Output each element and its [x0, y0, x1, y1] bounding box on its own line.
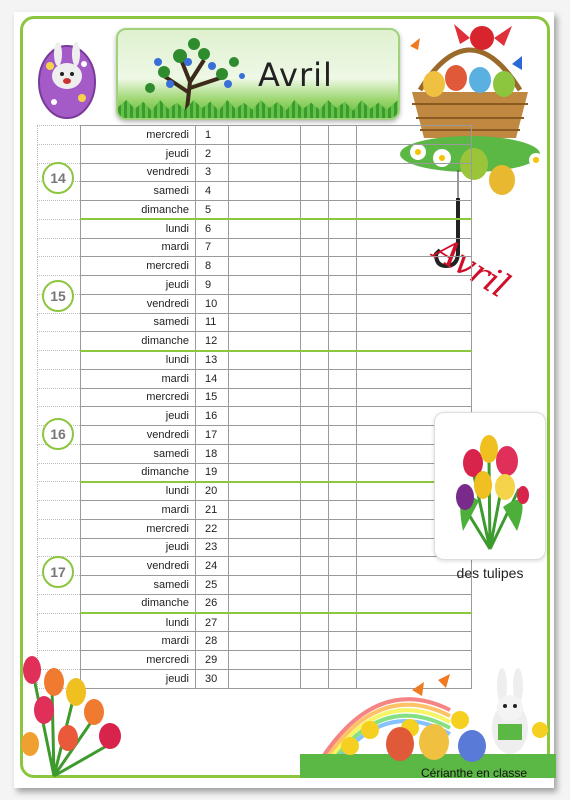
- table-row: [38, 257, 472, 276]
- note-cell[interactable]: [229, 257, 301, 276]
- month-title: Avril: [258, 56, 333, 94]
- table-row: [38, 463, 472, 482]
- note-cell[interactable]: [329, 557, 357, 576]
- day-number-cell: 27: [196, 613, 229, 632]
- note-cell[interactable]: [229, 126, 301, 145]
- week-number-badge: 17: [42, 556, 74, 588]
- note-cell[interactable]: [357, 613, 472, 632]
- note-cell[interactable]: [357, 276, 472, 295]
- note-cell[interactable]: [301, 519, 329, 538]
- bunny-egg-illustration: [34, 36, 100, 122]
- credit-text: Cérianthe en classe: [421, 766, 528, 780]
- table-row: [38, 369, 472, 388]
- day-name-cell: vendredi: [81, 557, 196, 576]
- note-cell[interactable]: [229, 238, 301, 257]
- day-number-cell: 4: [196, 182, 229, 201]
- note-cell[interactable]: [229, 163, 301, 182]
- note-cell[interactable]: [229, 182, 301, 201]
- table-row: [38, 407, 472, 426]
- week-cell: [38, 501, 81, 520]
- note-cell[interactable]: [329, 294, 357, 313]
- note-cell[interactable]: [329, 276, 357, 295]
- note-cell[interactable]: [301, 351, 329, 370]
- day-name-cell: jeudi: [81, 538, 196, 557]
- note-cell[interactable]: [329, 351, 357, 370]
- table-row: [38, 126, 472, 145]
- week-cell: [38, 144, 81, 163]
- day-number-cell: 22: [196, 519, 229, 538]
- note-cell[interactable]: [357, 294, 472, 313]
- week-cell: [38, 219, 81, 238]
- note-cell[interactable]: [329, 576, 357, 595]
- note-cell[interactable]: [301, 126, 329, 145]
- table-row: [38, 144, 472, 163]
- note-cell[interactable]: [301, 444, 329, 463]
- day-name-cell: mardi: [81, 501, 196, 520]
- day-number-cell: 2: [196, 144, 229, 163]
- week-cell: [38, 482, 81, 501]
- note-cell[interactable]: [229, 219, 301, 238]
- table-row: [38, 613, 472, 632]
- day-number-cell: 14: [196, 369, 229, 388]
- table-row: [38, 501, 472, 520]
- day-name-cell: mercredi: [81, 126, 196, 145]
- note-cell[interactable]: [229, 501, 301, 520]
- table-row: [38, 538, 472, 557]
- note-cell[interactable]: [229, 444, 301, 463]
- note-cell[interactable]: [329, 163, 357, 182]
- note-cell[interactable]: [301, 257, 329, 276]
- day-number-cell: 11: [196, 313, 229, 332]
- week-cell: [38, 369, 81, 388]
- week-number-badge: 15: [42, 280, 74, 312]
- note-cell[interactable]: [301, 576, 329, 595]
- note-cell[interactable]: [329, 313, 357, 332]
- week-cell: [38, 238, 81, 257]
- day-name-cell: lundi: [81, 482, 196, 501]
- note-cell[interactable]: [229, 351, 301, 370]
- tulip-card: [434, 412, 546, 560]
- day-number-cell: 5: [196, 201, 229, 220]
- week-cell: [38, 201, 81, 220]
- note-cell[interactable]: [229, 482, 301, 501]
- note-cell[interactable]: [301, 276, 329, 295]
- tulip-label: des tulipes: [456, 565, 524, 581]
- note-cell[interactable]: [229, 201, 301, 220]
- week-cell: [38, 351, 81, 370]
- week-cell: [38, 388, 81, 407]
- note-cell[interactable]: [229, 144, 301, 163]
- note-cell[interactable]: [357, 594, 472, 613]
- week-cell: [38, 332, 81, 351]
- week-cell: [38, 126, 81, 145]
- note-cell[interactable]: [329, 426, 357, 445]
- note-cell[interactable]: [329, 182, 357, 201]
- week-cell: [38, 463, 81, 482]
- day-name-cell: samedi: [81, 444, 196, 463]
- note-cell[interactable]: [357, 257, 472, 276]
- week-cell: [38, 519, 81, 538]
- day-number-cell: 25: [196, 576, 229, 595]
- note-cell[interactable]: [329, 388, 357, 407]
- day-number-cell: 19: [196, 463, 229, 482]
- day-number-cell: 16: [196, 407, 229, 426]
- note-cell[interactable]: [301, 163, 329, 182]
- note-cell[interactable]: [329, 632, 357, 651]
- tulips-icon: [443, 421, 537, 551]
- note-cell[interactable]: [329, 519, 357, 538]
- day-number-cell: 9: [196, 276, 229, 295]
- table-row: [38, 182, 472, 201]
- note-cell[interactable]: [329, 538, 357, 557]
- note-cell[interactable]: [357, 388, 472, 407]
- day-number-cell: 26: [196, 594, 229, 613]
- day-name-cell: jeudi: [81, 144, 196, 163]
- day-number-cell: 1: [196, 126, 229, 145]
- note-cell[interactable]: [229, 369, 301, 388]
- note-cell[interactable]: [329, 444, 357, 463]
- note-cell[interactable]: [229, 576, 301, 595]
- table-row: [38, 557, 472, 576]
- day-number-cell: 10: [196, 294, 229, 313]
- day-number-cell: 24: [196, 557, 229, 576]
- note-cell[interactable]: [357, 182, 472, 201]
- day-name-cell: jeudi: [81, 407, 196, 426]
- note-cell[interactable]: [301, 538, 329, 557]
- banner-grass: [118, 100, 398, 118]
- day-name-cell: dimanche: [81, 463, 196, 482]
- week-cell: [38, 538, 81, 557]
- note-cell[interactable]: [229, 632, 301, 651]
- note-cell[interactable]: [329, 257, 357, 276]
- week-cell: [38, 313, 81, 332]
- note-cell[interactable]: [301, 426, 329, 445]
- table-row: [38, 576, 472, 595]
- table-row: [38, 201, 472, 220]
- day-number-cell: 20: [196, 482, 229, 501]
- table-row: [38, 594, 472, 613]
- day-name-cell: lundi: [81, 613, 196, 632]
- day-number-cell: 21: [196, 501, 229, 520]
- note-cell[interactable]: [329, 482, 357, 501]
- note-cell[interactable]: [357, 238, 472, 257]
- day-name-cell: dimanche: [81, 594, 196, 613]
- table-row: [38, 276, 472, 295]
- note-cell[interactable]: [229, 407, 301, 426]
- note-cell[interactable]: [229, 294, 301, 313]
- day-name-cell: vendredi: [81, 294, 196, 313]
- note-cell[interactable]: [301, 294, 329, 313]
- day-name-cell: mardi: [81, 369, 196, 388]
- table-row: [38, 219, 472, 238]
- note-cell[interactable]: [301, 144, 329, 163]
- table-row: [38, 388, 472, 407]
- note-cell[interactable]: [357, 201, 472, 220]
- day-number-cell: 3: [196, 163, 229, 182]
- note-cell[interactable]: [357, 219, 472, 238]
- note-cell[interactable]: [329, 126, 357, 145]
- note-cell[interactable]: [229, 669, 301, 688]
- week-cell: [38, 594, 81, 613]
- note-cell[interactable]: [229, 594, 301, 613]
- note-cell[interactable]: [329, 463, 357, 482]
- week-cell: [38, 613, 81, 632]
- table-row: [38, 351, 472, 370]
- table-row: [38, 519, 472, 538]
- day-number-cell: 23: [196, 538, 229, 557]
- table-row: [38, 444, 472, 463]
- note-cell[interactable]: [329, 201, 357, 220]
- day-name-cell: mercredi: [81, 257, 196, 276]
- note-cell[interactable]: [357, 163, 472, 182]
- calendar-table: [37, 125, 472, 689]
- day-name-cell: dimanche: [81, 332, 196, 351]
- note-cell[interactable]: [301, 369, 329, 388]
- day-number-cell: 30: [196, 669, 229, 688]
- note-cell[interactable]: [229, 519, 301, 538]
- note-cell[interactable]: [229, 332, 301, 351]
- week-cell: [38, 257, 81, 276]
- note-cell[interactable]: [357, 632, 472, 651]
- day-name-cell: mercredi: [81, 519, 196, 538]
- day-name-cell: mardi: [81, 238, 196, 257]
- script-avril-text: Avril: [426, 229, 517, 307]
- bottom-easter-scene-illustration: [300, 650, 556, 778]
- note-cell[interactable]: [229, 276, 301, 295]
- month-banner: [116, 28, 400, 120]
- day-number-cell: 28: [196, 632, 229, 651]
- day-name-cell: vendredi: [81, 163, 196, 182]
- table-row: [38, 313, 472, 332]
- day-name-cell: lundi: [81, 351, 196, 370]
- note-cell[interactable]: [301, 632, 329, 651]
- day-name-cell: samedi: [81, 182, 196, 201]
- note-cell[interactable]: [301, 482, 329, 501]
- bottom-tulips-illustration: [14, 648, 134, 778]
- note-cell[interactable]: [301, 613, 329, 632]
- note-cell[interactable]: [301, 201, 329, 220]
- day-name-cell: lundi: [81, 219, 196, 238]
- day-name-cell: samedi: [81, 576, 196, 595]
- day-name-cell: mardi: [81, 632, 196, 651]
- note-cell[interactable]: [301, 594, 329, 613]
- note-cell[interactable]: [329, 407, 357, 426]
- day-name-cell: samedi: [81, 313, 196, 332]
- week-number-badge: 16: [42, 418, 74, 450]
- note-cell[interactable]: [301, 332, 329, 351]
- note-cell[interactable]: [301, 463, 329, 482]
- day-name-cell: jeudi: [81, 669, 196, 688]
- note-cell[interactable]: [357, 126, 472, 145]
- day-number-cell: 7: [196, 238, 229, 257]
- note-cell[interactable]: [329, 613, 357, 632]
- table-row: [38, 163, 472, 182]
- day-name-cell: dimanche: [81, 201, 196, 220]
- day-number-cell: 18: [196, 444, 229, 463]
- day-name-cell: mercredi: [81, 388, 196, 407]
- note-cell[interactable]: [329, 594, 357, 613]
- day-number-cell: 15: [196, 388, 229, 407]
- day-number-cell: 6: [196, 219, 229, 238]
- note-cell[interactable]: [301, 407, 329, 426]
- note-cell[interactable]: [301, 388, 329, 407]
- note-cell[interactable]: [229, 613, 301, 632]
- note-cell[interactable]: [301, 501, 329, 520]
- note-cell[interactable]: [329, 501, 357, 520]
- note-cell[interactable]: [357, 369, 472, 388]
- note-cell[interactable]: [301, 313, 329, 332]
- note-cell[interactable]: [229, 463, 301, 482]
- note-cell[interactable]: [329, 219, 357, 238]
- day-name-cell: vendredi: [81, 426, 196, 445]
- table-row: [38, 332, 472, 351]
- note-cell[interactable]: [357, 313, 472, 332]
- day-number-cell: 17: [196, 426, 229, 445]
- note-cell[interactable]: [329, 238, 357, 257]
- note-cell[interactable]: [301, 182, 329, 201]
- note-cell[interactable]: [229, 388, 301, 407]
- day-number-cell: 8: [196, 257, 229, 276]
- note-cell[interactable]: [229, 651, 301, 670]
- table-row: [38, 482, 472, 501]
- table-row: [38, 294, 472, 313]
- note-cell[interactable]: [229, 426, 301, 445]
- day-number-cell: 13: [196, 351, 229, 370]
- note-cell[interactable]: [329, 369, 357, 388]
- note-cell[interactable]: [301, 238, 329, 257]
- note-cell[interactable]: [301, 219, 329, 238]
- note-cell[interactable]: [229, 557, 301, 576]
- table-row: [38, 426, 472, 445]
- note-cell[interactable]: [229, 313, 301, 332]
- note-cell[interactable]: [357, 351, 472, 370]
- note-cell[interactable]: [329, 332, 357, 351]
- note-cell[interactable]: [301, 557, 329, 576]
- note-cell[interactable]: [357, 332, 472, 351]
- table-row: [38, 238, 472, 257]
- week-number-badge: 14: [42, 162, 74, 194]
- day-name-cell: jeudi: [81, 276, 196, 295]
- note-cell[interactable]: [229, 538, 301, 557]
- day-name-cell: mercredi: [81, 651, 196, 670]
- day-number-cell: 12: [196, 332, 229, 351]
- note-cell[interactable]: [329, 144, 357, 163]
- note-cell[interactable]: [357, 144, 472, 163]
- day-number-cell: 29: [196, 651, 229, 670]
